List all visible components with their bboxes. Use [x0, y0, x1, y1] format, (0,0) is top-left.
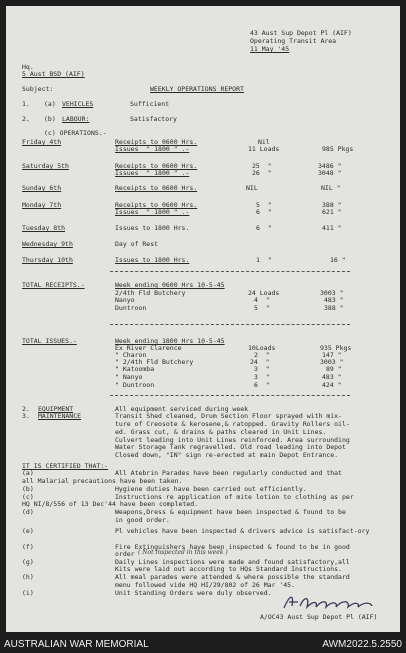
day-loads-2: 11 Loads: [248, 145, 280, 153]
issue-source: Ex River Clarence: [115, 344, 182, 352]
cert-line: Daily Lines inspections were made and found satisfactory,all: [115, 558, 350, 566]
subject-title: WEEKLY OPERATIONS REPORT: [150, 85, 244, 93]
maintenance-line: Water Storage Tank regravelled. Old road leading into Depot: [115, 443, 346, 451]
section-divider: [110, 395, 350, 396]
cert-line: Pl vehicles have been inspected & drivers advice is satisfact-ory: [115, 527, 370, 535]
maintenance-line: Closed down, "IN" sign re-erected at main Depot Entrance.: [115, 451, 339, 459]
day-line1: Receipts to 0600 Hrs.: [115, 162, 198, 170]
cert-line: Unit Standing Orders were duly observed.: [115, 589, 272, 597]
handwritten-note: ( Not inspected in this week ): [138, 549, 228, 556]
day-line1: Issues to 1800 Hrs.: [115, 224, 190, 232]
labour-label: LABOUR:: [62, 115, 90, 123]
issue-pkgs: 935 Pkgs: [320, 344, 352, 352]
footer-accession-number: AWM2022.5.2550: [322, 639, 402, 650]
total-receipts-label: TOTAL RECEIPTS.-: [22, 281, 85, 289]
cert-line: HQ NI/8/556 of 13 Dec'44 have been completed.: [22, 500, 199, 508]
receipt-loads: 24 Loads: [248, 289, 280, 297]
addressee-line2: 5 Aust BSD (AIF): [22, 70, 85, 78]
labour-value: Satisfactory: [130, 115, 177, 123]
sender-area: Operating Transit Area: [250, 37, 337, 45]
receipt-pkgs: 483 ": [324, 296, 344, 304]
signature-block: A/OC43 Aust Sup Depot Pl (AIF): [260, 613, 378, 621]
cert-index: (d): [22, 508, 34, 516]
section-divider: [110, 324, 350, 325]
total-issues-label: TOTAL ISSUES.-: [22, 337, 77, 345]
day-line1: Receipts to 0600 Hrs.: [115, 184, 198, 192]
maintenance-line: ed. Grass cut, & drains & paths cleared in Unit Lines.: [115, 428, 327, 436]
day-label: Saturday 5th: [22, 162, 69, 170]
issue-source: " Charon: [115, 351, 147, 359]
day-label: Wednesday 9th: [22, 240, 73, 248]
day-line2: Issues " 1800 " .-: [115, 208, 190, 216]
receipt-pkgs: 3003 ": [320, 289, 344, 297]
day-line1: Issues to 1800 Hrs.: [115, 256, 190, 264]
issue-pkgs: 483 ": [322, 373, 342, 381]
receipt-source: Duntroon: [115, 304, 147, 312]
day-label: Tuesday 8th: [22, 224, 66, 232]
issue-loads: 3 ": [254, 365, 270, 373]
issue-pkgs: 89 ": [326, 365, 342, 373]
day-loads-2: 6 ": [256, 208, 272, 216]
day-line1: Day of Rest: [115, 240, 159, 248]
addressee-line1: Hq.: [22, 63, 34, 71]
item-b-index: (b): [44, 115, 56, 123]
issue-source: " Nanyo: [115, 373, 143, 381]
day-line1: Receipts to 0600 Hrs.: [115, 138, 198, 146]
cert-index: (a): [22, 469, 34, 477]
footer-archive-name: AUSTRALIAN WAR MEMORIAL: [4, 639, 149, 650]
cert-index: (c): [22, 493, 34, 501]
vehicles-label: VEHICLES: [62, 100, 94, 108]
day-label: Sunday 6th: [22, 184, 62, 192]
cert-index: (f): [22, 543, 34, 551]
day-pkgs-1: NIL ": [321, 184, 341, 192]
day-pkgs-2: 985 Pkgs: [322, 145, 354, 153]
item-3-number: 2.: [22, 405, 30, 413]
receipts-period: Week ending 0600 Hrs 10-5-45: [115, 281, 225, 289]
maintenance-line: All equipment serviced during week: [115, 405, 249, 413]
cert-index: (h): [22, 573, 34, 581]
day-label: Thursday 10th: [22, 256, 73, 264]
issue-loads: 10Loads: [248, 344, 276, 352]
item-1-number: 1.: [22, 100, 30, 108]
cert-line: All Atebrin Parades have been regularly conducted and that: [115, 469, 342, 477]
maintenance-label: MAINTENANCE: [38, 412, 82, 420]
maintenance-line: ture of Creosote & kerosene,& ratopped. Gravity Rollers oil-: [115, 420, 350, 428]
receipt-loads: 5 ": [254, 304, 270, 312]
maintenance-line: Transit Shed cleaned, Drum Section Floor sprayed with mix-: [115, 412, 342, 420]
day-loads-2: 26 ": [252, 169, 272, 177]
receipt-loads: 4 ": [254, 296, 270, 304]
certified-heading: IT IS CERTIFIED THAT:-: [22, 462, 109, 470]
section-divider: [110, 271, 350, 272]
cert-line: order: [115, 550, 135, 558]
day-pkgs-2: 3048 ": [318, 169, 342, 177]
day-pkgs-1: 16 ": [330, 256, 346, 264]
cert-line: all Malarial precautions have been taken.: [22, 477, 183, 485]
report-date: 11 May '45: [250, 45, 290, 53]
vehicles-value: Sufficient: [130, 100, 170, 108]
day-line2: Issues " 1800 " .-: [115, 145, 190, 153]
issue-source: " Katoomba: [115, 365, 155, 373]
day-loads-1: 5 ": [256, 201, 272, 209]
issue-loads: 2 ": [254, 351, 270, 359]
item-a-index: (a): [44, 100, 56, 108]
day-label: Friday 4th: [22, 138, 62, 146]
item-4-number: 3.: [22, 412, 30, 420]
cert-index: (b): [22, 485, 34, 493]
issue-pkgs: 147 ": [322, 351, 342, 359]
cert-line: menu followed vide HQ HI/29/802 of 26 Mar '45.: [115, 581, 296, 589]
item-2-number: 2.: [22, 115, 30, 123]
operations-label: (c) OPERATIONS.-: [44, 129, 107, 137]
cert-index: (i): [22, 589, 34, 597]
day-pkgs-1: 411 ": [322, 224, 342, 232]
day-loads-1: 25 ": [252, 162, 272, 170]
day-pkgs-1: 3486 ": [318, 162, 342, 170]
receipt-pkgs: 388 ": [324, 304, 344, 312]
day-label: Monday 7th: [22, 201, 62, 209]
cert-line: in good order.: [115, 516, 170, 524]
receipt-source: Nanyo: [115, 296, 135, 304]
day-pkgs-2: 621 ": [322, 208, 342, 216]
equipment-label: EQUIPMENT: [38, 405, 74, 413]
issue-source: " Duntroon: [115, 381, 155, 389]
cert-index: (g): [22, 558, 34, 566]
signature: [280, 592, 380, 614]
cert-line: Fire Extinguishers have been inspected & found to be in good: [115, 543, 350, 551]
cert-line: All meal parades were attended & where possible the standard: [115, 573, 350, 581]
issues-period: Week ending 1800 Hrs 10-5-45: [115, 337, 225, 345]
day-pkgs-1: 388 ": [322, 201, 342, 209]
issue-loads: 6 ": [254, 381, 270, 389]
cert-line: Hygiene duties have been carried out efficiently.: [115, 485, 307, 493]
day-line2: Issues " 1800 " .-: [115, 169, 190, 177]
cert-line: Instructions re application of mite lotion to clothing as per: [115, 493, 354, 501]
issue-source: " 2/4th Fld Butchery: [115, 358, 194, 366]
sender-unit: 43 Aust Sup Depot Pl (AIF): [250, 29, 352, 37]
cert-index: (e): [22, 527, 34, 535]
issue-loads: 24 ": [250, 358, 270, 366]
issue-loads: 3 ": [254, 373, 270, 381]
day-loads-1: 6 ": [256, 224, 272, 232]
cert-line: Kits were laid out according to HQs Standard Instructions.: [115, 565, 342, 573]
day-loads-1: 1 ": [256, 256, 272, 264]
day-line1: Receipts to 0600 Hrs.: [115, 201, 198, 209]
maintenance-line: Culvert leading into Unit Lines reinforced. Area surrounding: [115, 436, 350, 444]
issue-pkgs: 424 ": [322, 381, 342, 389]
receipt-source: 2/4th Fld Butchery: [115, 289, 186, 297]
subject-label: Subject:: [22, 85, 54, 93]
issue-pkgs: 3003 ": [320, 358, 344, 366]
day-loads-1: NIL: [246, 184, 258, 192]
day-loads-1: Nil: [258, 138, 270, 146]
cert-line: Weapons,Dress & equipment have been inspected & found to be: [115, 508, 346, 516]
